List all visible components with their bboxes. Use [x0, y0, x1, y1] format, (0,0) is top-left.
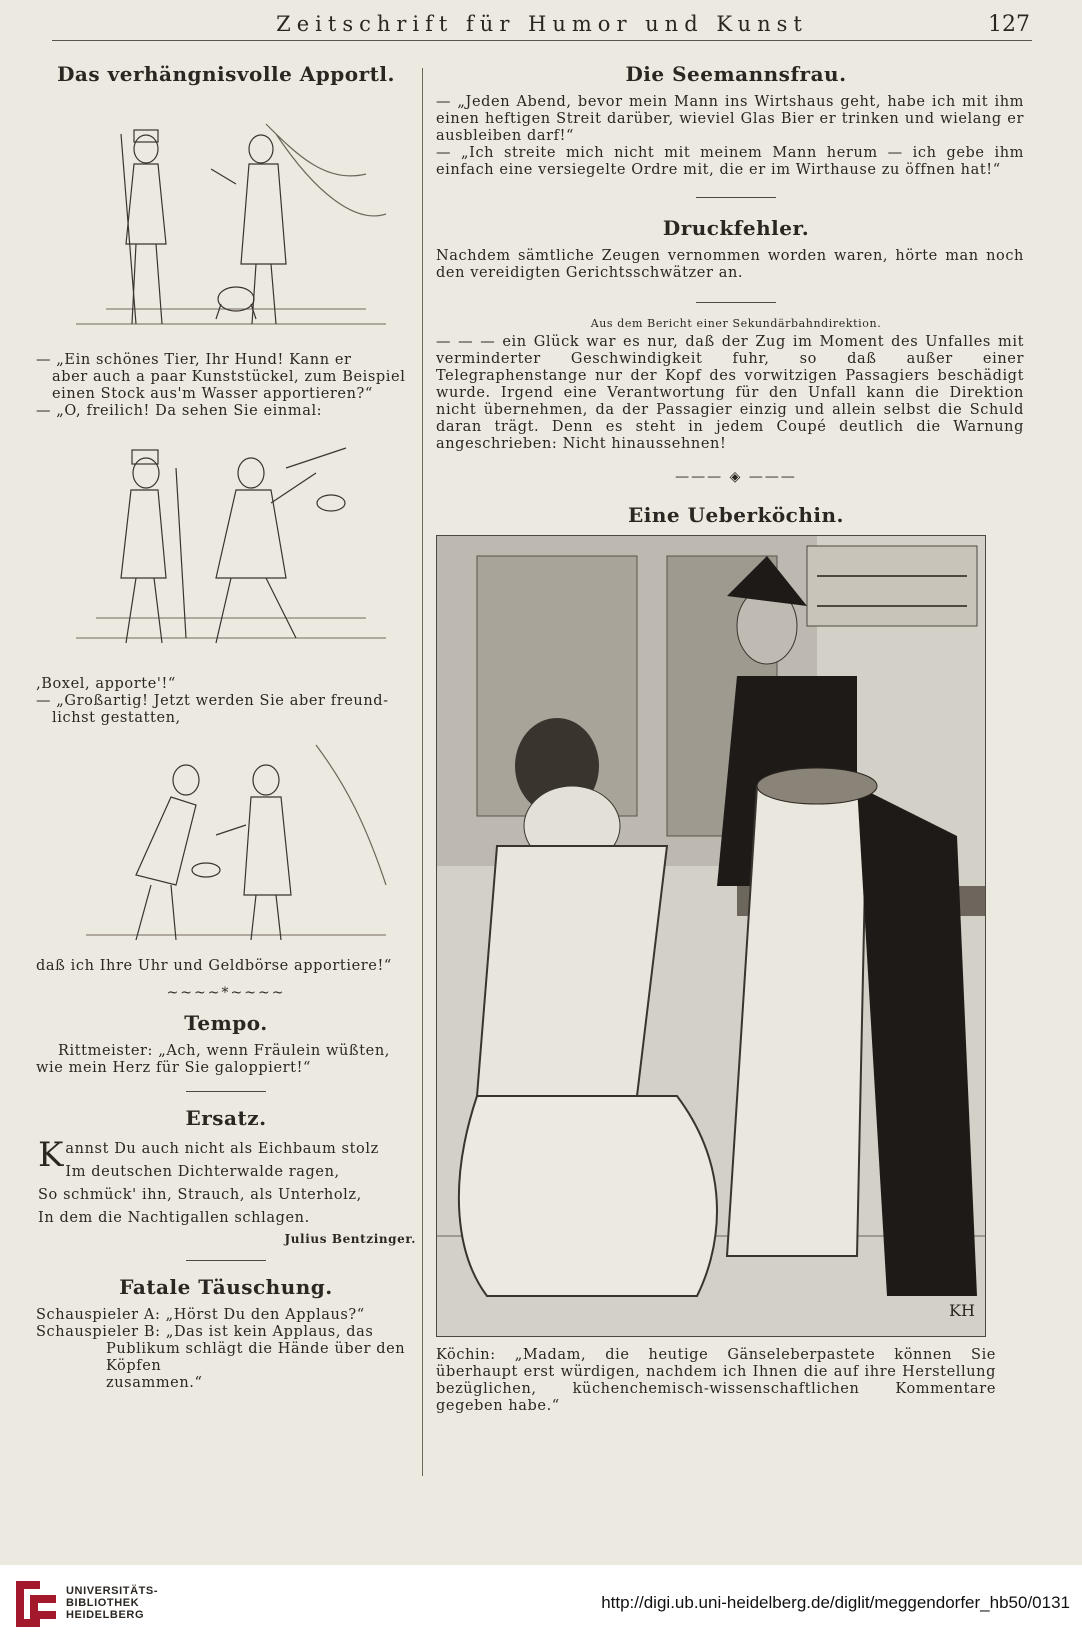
section-rule: [696, 197, 776, 198]
ersatz-title: Ersatz.: [185, 1106, 267, 1130]
library-footer: [0, 1565, 1082, 1643]
sketch-2-illustration: [66, 428, 396, 668]
dialog-line: lichst gestatten,: [52, 710, 181, 726]
koechin-caption: Köchin: „Madam, die heutige Gänseleberpastete können Sie überhaupt erst würdigen, nachdem ich Ihnen die auf ihre Herstellung bezüglichen, küchenchemisch-wissenschaftlichen Kommentare gegeben habe.“: [436, 1347, 996, 1414]
apportl-title: Das verhängnisvolle Apportl.: [57, 62, 395, 86]
poem-line: So schmück' ihn, Strauch, als Unterholz,: [38, 1187, 362, 1203]
section-rule: [186, 1260, 266, 1261]
dialog-line: — „Großartig! Jetzt werden Sie aber freund-: [36, 693, 389, 709]
ornament-divider: ~~~~*~~~~: [166, 985, 286, 1001]
bericht-source: Aus dem Bericht einer Sekundärbahndirektion.: [590, 317, 882, 330]
poem-line: Im deutschen Dichterwalde ragen,: [65, 1164, 340, 1180]
left-column: [36, 56, 416, 1392]
sketch-3-illustration: [66, 735, 396, 950]
tempo-line: Rittmeister: „Ach, wenn Fräulein wüßten,: [58, 1043, 390, 1059]
sketch-1-illustration: [66, 94, 396, 344]
ersatz-poem: [36, 1135, 416, 1246]
page-number: 127: [988, 12, 1030, 37]
seemann-text: [436, 94, 1024, 179]
apportl-dialog-3: daß ich Ihre Uhr und Geldbörse apportiere!“: [36, 958, 392, 974]
dialog-line: — „O, freilich! Da sehen Sie einmal:: [36, 403, 323, 419]
taeuschung-text: [36, 1307, 416, 1392]
tempo-text: [36, 1043, 416, 1077]
apportl-dialog-1: [36, 352, 416, 420]
journal-title: Zeitschrift für Humor und Kunst: [276, 12, 808, 36]
bericht-text: — — — ein Glück war es nur, daß der Zug im Moment des Unfalles mit verminderter Geschwindigkeit fuhr, so daß außer einer Telegraphenstange nur der Kopf des vorwitzigen Passagiers beschädigt wurde. Irgend eine Verantwortung für den Unfall kann die Direktion nicht übernehmen, da der Passagier einzig und allein selbst die Schuld daran trägt. Denn es steht in jedem Coupé deutlich die Warnung angeschrieben: Nicht hinaussehnen!: [436, 334, 1024, 452]
koechin-illustration: [436, 535, 986, 1337]
ornament-divider: ——— ◈ ———: [675, 469, 797, 485]
section-rule: [696, 302, 776, 303]
seemann-paragraph: — „Ich streite mich nicht mit meinem Mann herum — ich gebe ihm einfach eine versiegelte Ordre mit, die er im Wirthause zu öffnen hat!“: [436, 145, 1024, 178]
section-rule: [186, 1091, 266, 1092]
dialog-line: einen Stock aus'm Wasser apportieren?“: [52, 386, 373, 402]
library-name-line: UNIVERSITÄTS-: [66, 1585, 159, 1597]
seemann-paragraph: — „Jeden Abend, bevor mein Mann ins Wirtshaus geht, habe ich mit ihm einen heftigen Streit darüber, wieviel Glas Bier er trinken und wielang er ausbleiben darf!“: [436, 94, 1024, 144]
dialog-line: — „Ein schönes Tier, Ihr Hund! Kann er: [36, 352, 352, 368]
tempo-title: Tempo.: [184, 1011, 268, 1035]
dialog-line: ‚Boxel, apporte'!“: [36, 676, 176, 692]
library-name-line: BIBLIOTHEK: [66, 1597, 140, 1609]
poem-line: In dem die Nachtigallen schlagen.: [38, 1210, 310, 1226]
tempo-line: wie mein Herz für Sie galoppiert!“: [36, 1060, 312, 1076]
poem-line: annst Du auch nicht als Eichbaum stolz: [65, 1141, 379, 1157]
druck-text: Nachdem sämtliche Zeugen vernommen worden waren, hörte man noch den vereidigten Gerichtsschwätzer an.: [436, 248, 1024, 281]
dialog-line: Schauspieler B: „Das ist kein Applaus, das: [36, 1324, 374, 1340]
apportl-dialog-2: [36, 676, 416, 727]
library-logo-icon[interactable]: [10, 1575, 62, 1633]
seemann-title: Die Seemannsfrau.: [625, 62, 847, 86]
poem-initial: K: [38, 1135, 64, 1175]
column-divider: [422, 68, 423, 1476]
koechin-title: Eine Ueberköchin.: [628, 503, 844, 527]
page-header: [52, 10, 1032, 41]
artist-monogram: KH: [949, 1301, 975, 1320]
library-name: [66, 1585, 158, 1621]
dialog-line: aber auch a paar Kunststückel, zum Beispiel: [52, 369, 406, 385]
taeuschung-title: Fatale Täuschung.: [119, 1275, 333, 1299]
poem-author: Julius Bentzinger.: [284, 1232, 416, 1246]
dialog-line: zusammen.“: [106, 1375, 203, 1391]
dialog-line: Publikum schlägt die Hände über den Köpfen: [106, 1341, 406, 1374]
dialog-line: Schauspieler A: „Hörst Du den Applaus?“: [36, 1307, 365, 1323]
right-column: [436, 56, 1036, 1415]
library-name-line: HEIDELBERG: [66, 1609, 145, 1621]
druck-title: Druckfehler.: [662, 216, 810, 240]
source-url-link[interactable]: http://digi.ub.uni-heidelberg.de/diglit/meggendorfer_hb50/0131: [601, 1593, 1070, 1612]
